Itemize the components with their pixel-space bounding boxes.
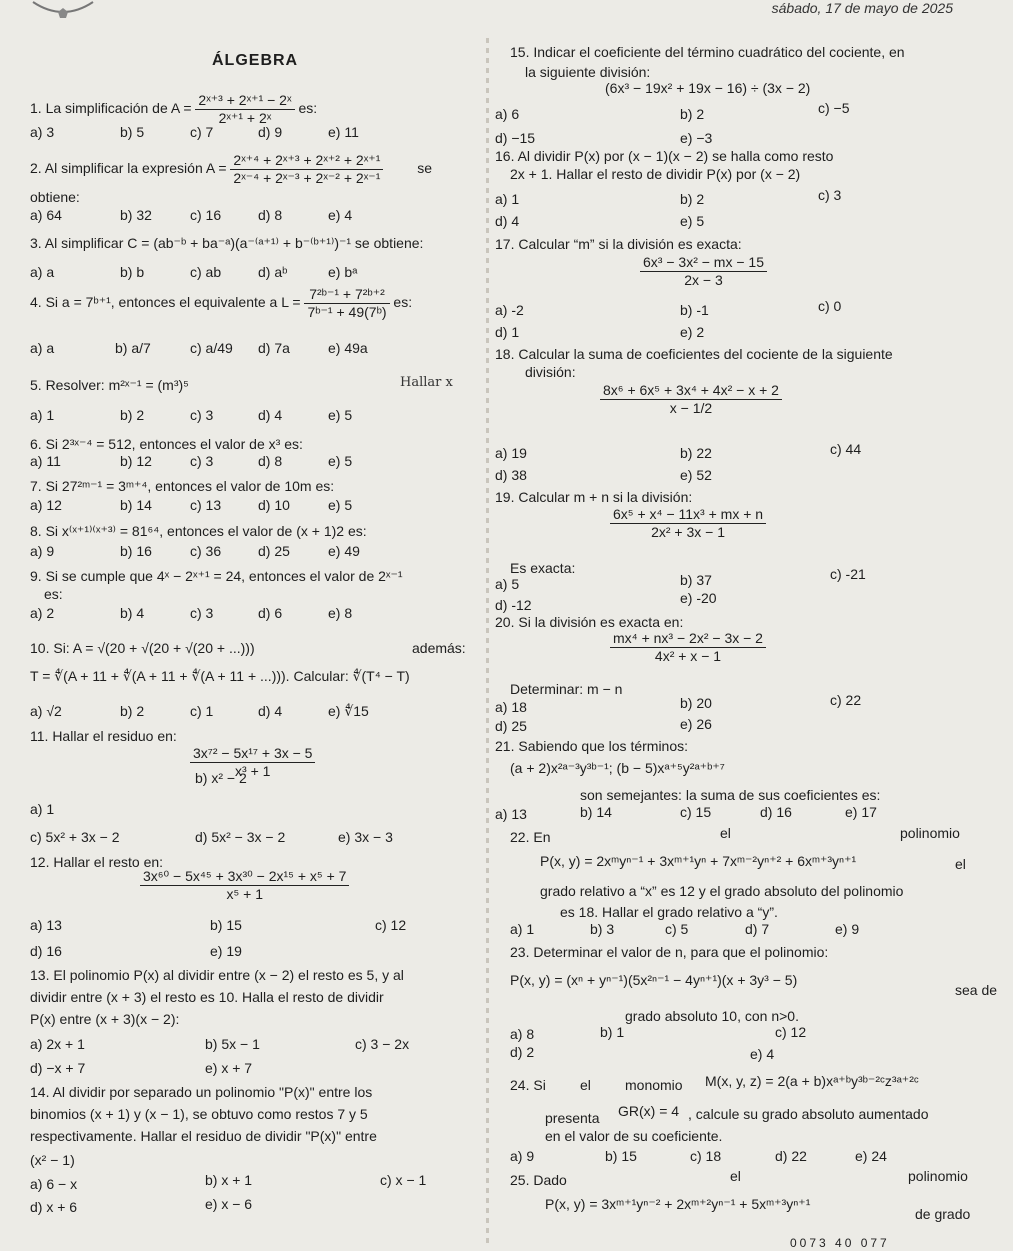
q24-line1b: el (580, 1077, 591, 1093)
q25-tail: de grado (915, 1206, 971, 1222)
q12-opt-e[interactable]: e) 19 (210, 943, 242, 959)
q1-opt-d[interactable]: d) 9 (258, 124, 283, 140)
q4-opt-d[interactable]: d) 7a (258, 340, 290, 356)
q24-line1a: 24. Si (510, 1077, 546, 1093)
q24-line2c: , calcule su grado absoluto aumentado (688, 1106, 929, 1122)
q8-opt-e[interactable]: e) 49 (328, 543, 360, 559)
q5-handwritten-note: Hallar x (400, 375, 453, 390)
page-title: ÁLGEBRA (212, 52, 299, 69)
q17-opt-b[interactable]: b) -1 (680, 302, 709, 318)
q2-opt-d[interactable]: d) 8 (258, 207, 283, 223)
q6-opt-e[interactable]: e) 5 (328, 453, 353, 469)
q23-opt-a[interactable]: a) 8 (510, 1026, 535, 1042)
q19-opt-b[interactable]: b) 37 (680, 572, 712, 588)
q6-opt-b[interactable]: b) 12 (120, 453, 152, 469)
q19-opt-a[interactable]: a) 5 (495, 576, 520, 592)
q11-opt-c[interactable]: c) 5x² + 3x − 2 (30, 829, 120, 845)
q6-opt-d[interactable]: d) 8 (258, 453, 283, 469)
q13-line2: dividir entre (x + 3) el resto es 10. Halla el resto de dividir (30, 989, 384, 1005)
q1-opt-b[interactable]: b) 5 (120, 124, 145, 140)
q12-opt-c[interactable]: c) 12 (375, 917, 407, 933)
q10-opt-e[interactable]: e) ∜15 (328, 703, 369, 719)
q4-opt-a[interactable]: a) a (30, 340, 55, 356)
q25-line1b: el (730, 1168, 741, 1184)
q25-expr: P(x, y) = 3xᵐ⁺¹yⁿ⁻² + 2xᵐ⁺²yⁿ⁻¹ + 5xᵐ⁺³yⁿ⁺¹ (545, 1196, 811, 1212)
q17-opt-c[interactable]: c) 0 (818, 298, 842, 314)
q5-opt-b[interactable]: b) 2 (120, 407, 145, 423)
q24-line2b: GR(x) = 4 (618, 1103, 680, 1119)
q24-opt-c[interactable]: c) 18 (690, 1148, 722, 1164)
q14-opt-b[interactable]: b) x + 1 (205, 1172, 253, 1188)
q23-expr: P(x, y) = (xⁿ + yⁿ⁻¹)(5x²ⁿ⁻¹ − 4yⁿ⁺¹)(x + 3y³ − 5) (510, 972, 798, 988)
q24-opt-a[interactable]: a) 9 (510, 1148, 535, 1164)
q1-opt-c[interactable]: c) 7 (190, 124, 214, 140)
q21-line1: 21. Sabiendo que los términos: (495, 738, 689, 754)
q15-expr: (6x³ − 19x² + 19x − 16) ÷ (3x − 2) (605, 80, 811, 96)
q4-opt-b[interactable]: b) a/7 (115, 340, 151, 356)
q15-opt-e[interactable]: e) −3 (680, 130, 713, 146)
q19-opt-d[interactable]: d) -12 (495, 597, 532, 613)
q11-opt-b[interactable]: b) x² − 2 (195, 770, 247, 786)
q12-fraction: $\frac{\text{3x⁶⁰ − 5x⁴⁵ + 3x³⁰ − 2x¹⁵ + x⁵ + 7}}{\text{x⁵ + 1}}$ (140, 868, 349, 903)
q16-opt-c[interactable]: c) 3 (818, 187, 842, 203)
q16-line2: 2x + 1. Hallar el resto de dividir P(x) por (x − 2) (510, 166, 801, 182)
q1-text: 1. La simplificación de A = $\frac{\text{2ˣ⁺³ + 2ˣ⁺¹ − 2ˣ}}{\text{2ˣ⁺¹ + 2ˣ}}$ es: (30, 92, 318, 126)
q10-line2: T = ∜(A + 11 + ∜(A + 11 + ∜(A + 11 + ...))). Calcular: ∜(T⁴ − T) (30, 668, 410, 684)
q22-line1b: el (720, 825, 731, 841)
q2-opt-b[interactable]: b) 32 (120, 207, 152, 223)
q10-opt-d[interactable]: d) 4 (258, 703, 283, 719)
q11-opt-a[interactable]: a) 1 (30, 801, 55, 817)
q20-opt-e[interactable]: e) 26 (680, 716, 712, 732)
q19-fraction: $\frac{\text{6x⁵ + x⁴ − 11x³ + mx + n}}{\text{2x² + 3x − 1}}$ (610, 506, 766, 541)
page-date: sábado, 17 de mayo de 2025 (771, 0, 953, 16)
q11-fraction: $\frac{\text{3x⁷² − 5x¹⁷ + 3x − 5}}{\text{x³ + 1}}$ (190, 745, 315, 780)
q9-opt-b[interactable]: b) 4 (120, 605, 145, 621)
q25-line1c: polinomio (908, 1168, 968, 1184)
q20-opt-d[interactable]: d) 25 (495, 718, 527, 734)
q9-opt-a[interactable]: a) 2 (30, 605, 55, 621)
q22-el: el (955, 856, 966, 872)
q10-opt-b[interactable]: b) 2 (120, 703, 145, 719)
q4-opt-e[interactable]: e) 49a (328, 340, 368, 356)
q10-text: 10. Si: A = √(20 + √(20 + √(20 + ...))) (30, 640, 255, 656)
q24-opt-d[interactable]: d) 22 (775, 1148, 807, 1164)
q15-line1: 15. Indicar el coeficiente del término cuadrático del cociente, en (510, 44, 905, 60)
q20-fraction: $\frac{\text{mx⁴ + nx³ − 2x² − 3x − 2}}{\text{4x² + x − 1}}$ (610, 630, 766, 665)
q18-opt-c[interactable]: c) 44 (830, 441, 862, 457)
q10-ademas: además: (412, 640, 466, 656)
q18-opt-d[interactable]: d) 38 (495, 467, 527, 483)
q24-line1c: monomio (625, 1077, 683, 1093)
q13-opt-e[interactable]: e) x + 7 (205, 1060, 253, 1076)
q16-line1: 16. Al dividir P(x) por (x − 1)(x − 2) se halla como resto (495, 148, 834, 164)
q14-line3: respectivamente. Hallar el residuo de dividir "P(x)" entre (30, 1128, 377, 1144)
q24-line3: en el valor de su coeficiente. (545, 1128, 723, 1144)
q17-line1: 17. Calcular “m” si la división es exacta: (495, 236, 742, 252)
q7-opt-d[interactable]: d) 10 (258, 497, 290, 513)
q5-text: 5. Resolver: m²ˣ⁻¹ = (m³)⁵ (30, 377, 189, 393)
q1-opt-a[interactable]: a) 3 (30, 124, 55, 140)
q22-line2: grado relativo a “x” es 12 y el grado absoluto del polinomio (540, 883, 904, 899)
q7-opt-a[interactable]: a) 12 (30, 497, 62, 513)
q3-opt-b[interactable]: b) b (120, 264, 145, 280)
q16-opt-b[interactable]: b) 2 (680, 191, 705, 207)
q23-opt-c[interactable]: c) 12 (775, 1024, 807, 1040)
q18-line2: división: (525, 364, 576, 380)
q14-opt-d[interactable]: d) x + 6 (30, 1199, 78, 1215)
q6-opt-a[interactable]: a) 11 (30, 453, 61, 469)
q2-text: 2. Al simplificar la expresión A = $\frac{\text{2ˣ⁺⁴ + 2ˣ⁺³ + 2ˣ⁺² + 2ˣ⁺¹}}{\text{2ˣ⁻⁴ + 2ˣ⁻³ + 2ˣ⁻² + 2ˣ⁻¹}}$ se (30, 152, 433, 186)
q22-line3: es 18. Hallar el grado relativo a “y”. (560, 904, 778, 920)
q21-opt-a[interactable]: a) 13 (495, 806, 527, 822)
q13-line1: 13. El polinomio P(x) al dividir entre (x − 2) el resto es 5, y al (30, 967, 404, 983)
q7-text: 7. Si 27²ᵐ⁻¹ = 3ᵐ⁺⁴, entonces el valor de 10m es: (30, 478, 335, 494)
q10-opt-c[interactable]: c) 1 (190, 703, 214, 719)
q9-text: 9. Si se cumple que 4ˣ − 2ˣ⁺¹ = 24, entonces el valor de 2ˣ⁻¹ (30, 568, 403, 584)
q23-tail: sea de (955, 982, 998, 998)
q15-opt-c[interactable]: c) −5 (818, 100, 850, 116)
q18-opt-a[interactable]: a) 19 (495, 445, 527, 461)
q20-opt-b[interactable]: b) 20 (680, 695, 712, 711)
q7-opt-e[interactable]: e) 5 (328, 497, 353, 513)
q25-line1a: 25. Dado (510, 1172, 567, 1188)
q13-line3: P(x) entre (x + 3)(x − 2): (30, 1011, 180, 1027)
q18-opt-e[interactable]: e) 52 (680, 467, 712, 483)
q15-line2: la siguiente división: (525, 64, 651, 80)
q20-opt-a[interactable]: a) 18 (495, 699, 527, 715)
q6-text: 6. Si 2³ˣ⁻⁴ = 512, entonces el valor de x³ es: (30, 436, 303, 452)
q18-fraction: $\frac{\text{8x⁶ + 6x⁵ + 3x⁴ + 4x² − x + 2}}{x - 1/2}$ (600, 382, 782, 417)
q18-line1: 18. Calcular la suma de coeficientes del cociente de la siguiente (495, 346, 893, 362)
q8-opt-b[interactable]: b) 16 (120, 543, 152, 559)
q12-text: 12. Hallar el resto en: (30, 854, 164, 870)
q13-opt-a[interactable]: a) 2x + 1 (30, 1036, 85, 1052)
q22-opt-c[interactable]: c) 5 (665, 921, 689, 937)
q3-opt-e[interactable]: e) bᵃ (328, 264, 358, 280)
q7-opt-b[interactable]: b) 14 (120, 497, 152, 513)
q5-opt-e[interactable]: e) 5 (328, 407, 353, 423)
q20-line2: Determinar: m − n (510, 681, 623, 697)
q5-opt-d[interactable]: d) 4 (258, 407, 283, 423)
q21-opt-d[interactable]: d) 16 (760, 804, 792, 820)
q1-opt-e[interactable]: e) 11 (328, 124, 359, 140)
q8-text: 8. Si x⁽ˣ⁺¹⁾⁽ˣ⁺³⁾ = 81⁶⁴, entonces el valor de (x + 1)2 es: (30, 523, 367, 539)
q22-line1c: polinomio (900, 825, 960, 841)
q15-opt-d[interactable]: d) −15 (495, 130, 536, 146)
page-footer-partial: 0073 40 077 (790, 1236, 890, 1250)
school-crest-icon (28, 0, 98, 26)
q17-opt-e[interactable]: e) 2 (680, 324, 705, 340)
q23-opt-b[interactable]: b) 1 (600, 1024, 625, 1040)
q13-opt-c[interactable]: c) 3 − 2x (355, 1036, 410, 1052)
q17-fraction: $\frac{\text{6x³ − 3x² − mx − 15}}{2x - 3}$ (640, 254, 767, 289)
q19-opt-c[interactable]: c) -21 (830, 566, 866, 582)
q17-opt-a[interactable]: a) -2 (495, 302, 524, 318)
q12-opt-d[interactable]: d) 16 (30, 943, 62, 959)
q9-opt-e[interactable]: e) 8 (328, 605, 353, 621)
q14-line2: binomios (x + 1) y (x − 1), se obtuvo como restos 7 y 5 (30, 1106, 368, 1122)
q22-opt-b[interactable]: b) 3 (590, 921, 615, 937)
q24-line2a: presenta (545, 1110, 600, 1126)
q2-line2: obtiene: (30, 189, 80, 205)
q3-opt-c[interactable]: c) ab (190, 264, 222, 280)
q19-opt-e[interactable]: e) -20 (680, 590, 717, 606)
q8-opt-a[interactable]: a) 9 (30, 543, 55, 559)
q15-opt-a[interactable]: a) 6 (495, 106, 520, 122)
column-divider (486, 38, 489, 1248)
q16-opt-e[interactable]: e) 5 (680, 213, 705, 229)
q13-opt-d[interactable]: d) −x + 7 (30, 1060, 86, 1076)
q4-text: 4. Si a = 7ᵇ⁺¹, entonces el equivalente a L = $\frac{\text{7²ᵇ⁻¹ + 7²ᵇ⁺²}}{\text{7ᵇ⁻¹ + 49(7ᵇ)}}$ es: (30, 286, 413, 320)
q16-opt-a[interactable]: a) 1 (495, 191, 520, 207)
q22-expr: P(x, y) = 2xᵐyⁿ⁻¹ + 3xᵐ⁺¹yⁿ + 7xᵐ⁻²yⁿ⁺² + 6xᵐ⁺³yⁿ⁺¹ (540, 853, 857, 869)
q3-opt-a[interactable]: a) a (30, 264, 55, 280)
q19-line2: Es exacta: (510, 560, 576, 576)
q24-opt-b[interactable]: b) 15 (605, 1148, 637, 1164)
q21-opt-e[interactable]: e) 17 (845, 804, 877, 820)
q14-opt-c[interactable]: c) x − 1 (380, 1172, 427, 1188)
q20-line1: 20. Si la división es exacta en: (495, 614, 684, 630)
q23-opt-d[interactable]: d) 2 (510, 1044, 535, 1060)
q8-opt-d[interactable]: d) 25 (258, 543, 290, 559)
q14-line4: (x² − 1) (30, 1152, 75, 1168)
q4-opt-c[interactable]: c) a/49 (190, 340, 233, 356)
q8-opt-c[interactable]: c) 36 (190, 543, 222, 559)
q16-opt-d[interactable]: d) 4 (495, 213, 520, 229)
q22-opt-e[interactable]: e) 9 (835, 921, 860, 937)
q23-opt-e[interactable]: e) 4 (750, 1046, 775, 1062)
q11-text: 11. Hallar el residuo en: (30, 728, 177, 744)
q22-opt-a[interactable]: a) 1 (510, 921, 535, 937)
q9-line2: es: (44, 586, 63, 602)
q14-line1: 14. Al dividir por separado un polinomio "P(x)" entre los (30, 1084, 373, 1100)
q3-opt-d[interactable]: d) aᵇ (258, 264, 288, 280)
q19-line1: 19. Calcular m + n si la división: (495, 489, 693, 505)
q24-opt-e[interactable]: e) 24 (855, 1148, 887, 1164)
q12-opt-b[interactable]: b) 15 (210, 917, 242, 933)
q13-opt-b[interactable]: b) 5x − 1 (205, 1036, 260, 1052)
q9-opt-c[interactable]: c) 3 (190, 605, 214, 621)
q12-opt-a[interactable]: a) 13 (30, 917, 62, 933)
q18-opt-b[interactable]: b) 22 (680, 445, 712, 461)
q17-opt-d[interactable]: d) 1 (495, 324, 520, 340)
q9-opt-d[interactable]: d) 6 (258, 605, 283, 621)
q15-opt-b[interactable]: b) 2 (680, 106, 705, 122)
q2-opt-e[interactable]: e) 4 (328, 207, 353, 223)
q24-expr: M(x, y, z) = 2(a + b)xᵃ⁺ᵇy³ᵇ⁻²ᶜz³ᵃ⁺²ᶜ (705, 1073, 919, 1089)
q21-opt-b[interactable]: b) 14 (580, 804, 612, 820)
q21-opt-c[interactable]: c) 15 (680, 804, 712, 820)
q6-opt-c[interactable]: c) 3 (190, 453, 214, 469)
q23-line2: grado absoluto 10, con n>0. (625, 1008, 799, 1024)
q5-opt-c[interactable]: c) 3 (190, 407, 214, 423)
q10-opt-a[interactable]: a) √2 (30, 703, 62, 719)
q20-opt-c[interactable]: c) 22 (830, 692, 862, 708)
q11-opt-e[interactable]: e) 3x − 3 (338, 829, 393, 845)
q14-opt-a[interactable]: a) 6 − x (30, 1176, 78, 1192)
q2-opt-a[interactable]: a) 64 (30, 207, 62, 223)
q21-line2: son semejantes: la suma de sus coeficientes es: (580, 787, 881, 803)
q7-opt-c[interactable]: c) 13 (190, 497, 222, 513)
q23-line1: 23. Determinar el valor de n, para que el polinomio: (510, 944, 829, 960)
q21-expr: (a + 2)x²ᵃ⁻³y³ᵇ⁻¹; (b − 5)xᵃ⁺⁵y²ᵃ⁺ᵇ⁺⁷ (510, 760, 725, 776)
q22-line1a: 22. En (510, 829, 551, 845)
q22-opt-d[interactable]: d) 7 (745, 921, 770, 937)
q11-opt-d[interactable]: d) 5x² − 3x − 2 (195, 829, 286, 845)
q2-opt-c[interactable]: c) 16 (190, 207, 222, 223)
q3-text: 3. Al simplificar C = (ab⁻ᵇ + ba⁻ᵃ)(a⁻⁽ᵃ⁺¹⁾ + b⁻⁽ᵇ⁺¹⁾)⁻¹ se obtiene: (30, 235, 424, 251)
q14-opt-e[interactable]: e) x − 6 (205, 1196, 253, 1212)
q5-opt-a[interactable]: a) 1 (30, 407, 55, 423)
